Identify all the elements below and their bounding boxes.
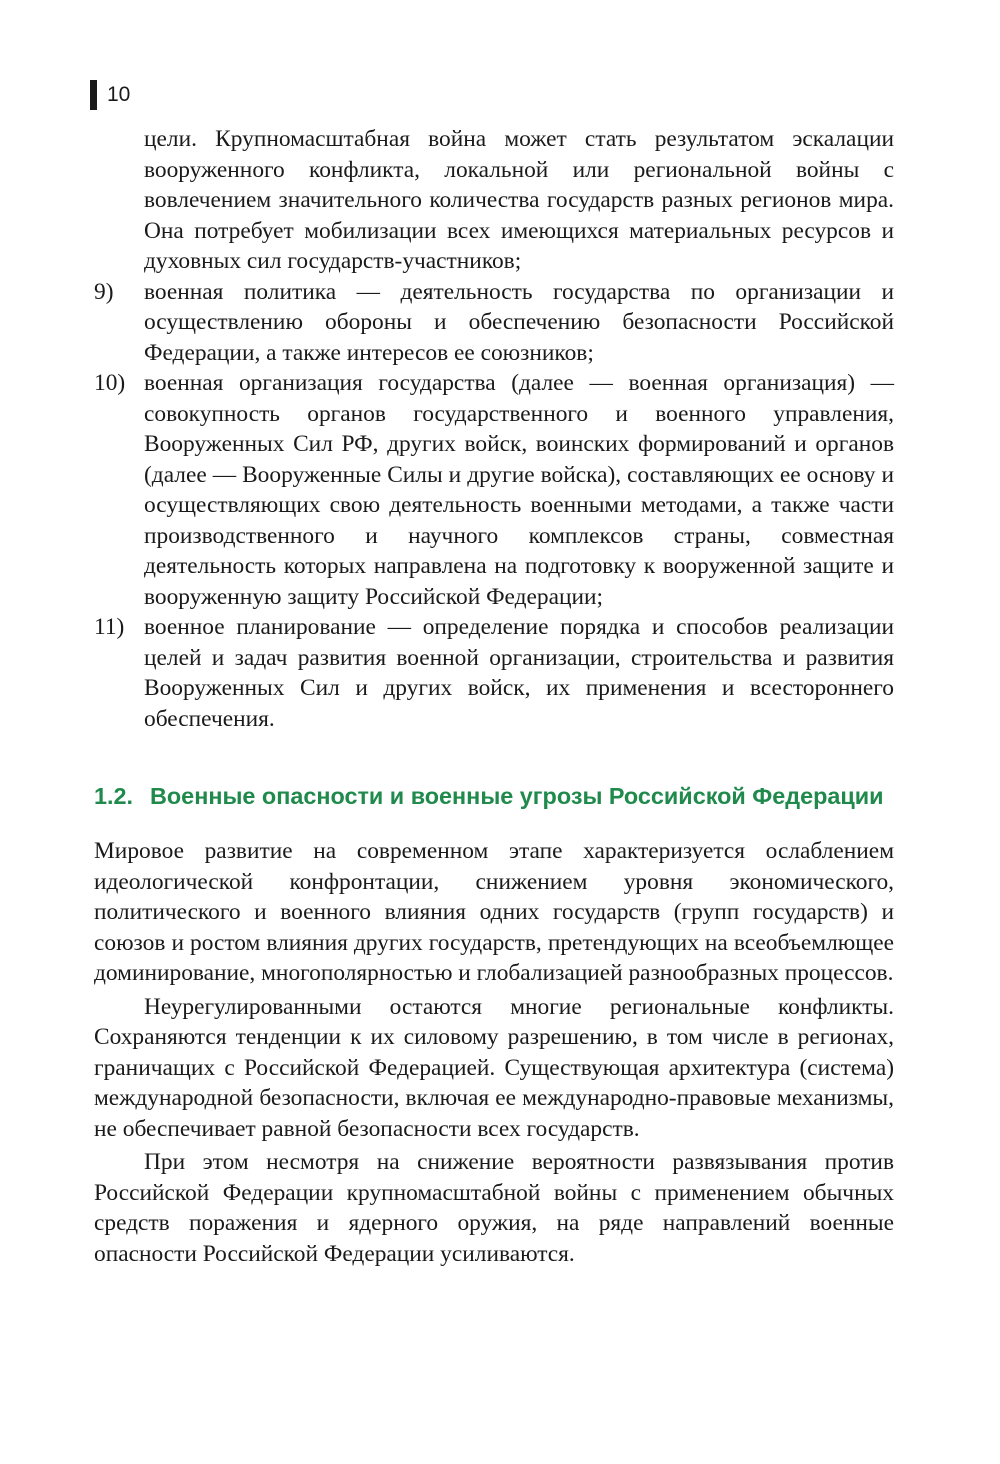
list-item-10 <box>94 368 894 612</box>
page-number-bar <box>90 80 97 110</box>
list-number: 9) <box>94 278 114 305</box>
list-item-11 <box>94 612 894 734</box>
list-number: 11) <box>94 614 125 640</box>
section-title: Военные опасности и военные угрозы Российской Федерации <box>150 783 884 809</box>
section-number: 1.2. <box>94 783 134 809</box>
section-heading <box>94 782 894 811</box>
list-text: военное планирование — определение порядка и способов реализации целей и задач развития военной организации, строительства и развития Вооруженных Сил и других войск, их применения и всестороннего обеспечения. <box>144 614 894 732</box>
list-number: 10) <box>94 370 126 396</box>
list-text: военная организация государства (далее — военная организация) — совокупность органов государственного и военного управления, Вооруженных Сил РФ, других войск, воинских формирований и органов (далее — Вооруженные Силы и другие войска), составляющих ее основу и осуществляющих свою деятельность военными методами, а также части производственного и научного комплексов страны, совместная деятельность которых направлена на подготовку к вооруженной защите и вооруженную защиту Российской Федерации; <box>144 370 894 610</box>
body-paragraph-3: При этом несмотря на снижение вероятности развязывания против Российской Федерации крупномасштабной войны с применением обычных средств поражения и ядерного оружия, на ряде направлений военные опасности Российской Федерации усиливаются. <box>94 1149 894 1267</box>
continued-paragraph: цели. Крупномасштабная война может стать результатом эскалации вооруженного конфликта, локальной или региональной войны с вовлечением значительного количества государств разных регионов мира. Она потребует мобилизации всех имеющихся материальных ресурсов и духовных сил государств-участников; <box>144 126 894 274</box>
page-number: 10 <box>107 83 131 106</box>
page-content <box>94 124 894 1269</box>
body-paragraph-1: Мировое развитие на современном этапе характеризуется ослаблением идеологической конфронтации, снижением уровня экономического, политического и военного влияния одних государств (групп государств) и союзов и ростом влияния других государств, претендующих на всеобъемлющее доминирование, многополярностью и глобализацией разнообразных процессов. <box>94 838 894 986</box>
page-header <box>90 80 130 110</box>
list-item-9 <box>94 277 894 369</box>
body-paragraph-2: Неурегулированными остаются многие региональные конфликты. Сохраняются тенденции к их силовому разрешению, в том числе в регионах, граничащих с Российской Федерацией. Существующая архитектура (система) международной безопасности, включая ее международно-правовые механизмы, не обеспечивает равной безопасности всех государств. <box>94 993 894 1142</box>
list-text: военная политика — деятельность государства по организации и осуществлению обороны и обеспечению безопасности Российской Федерации, а также интересов ее союзников; <box>144 278 894 366</box>
